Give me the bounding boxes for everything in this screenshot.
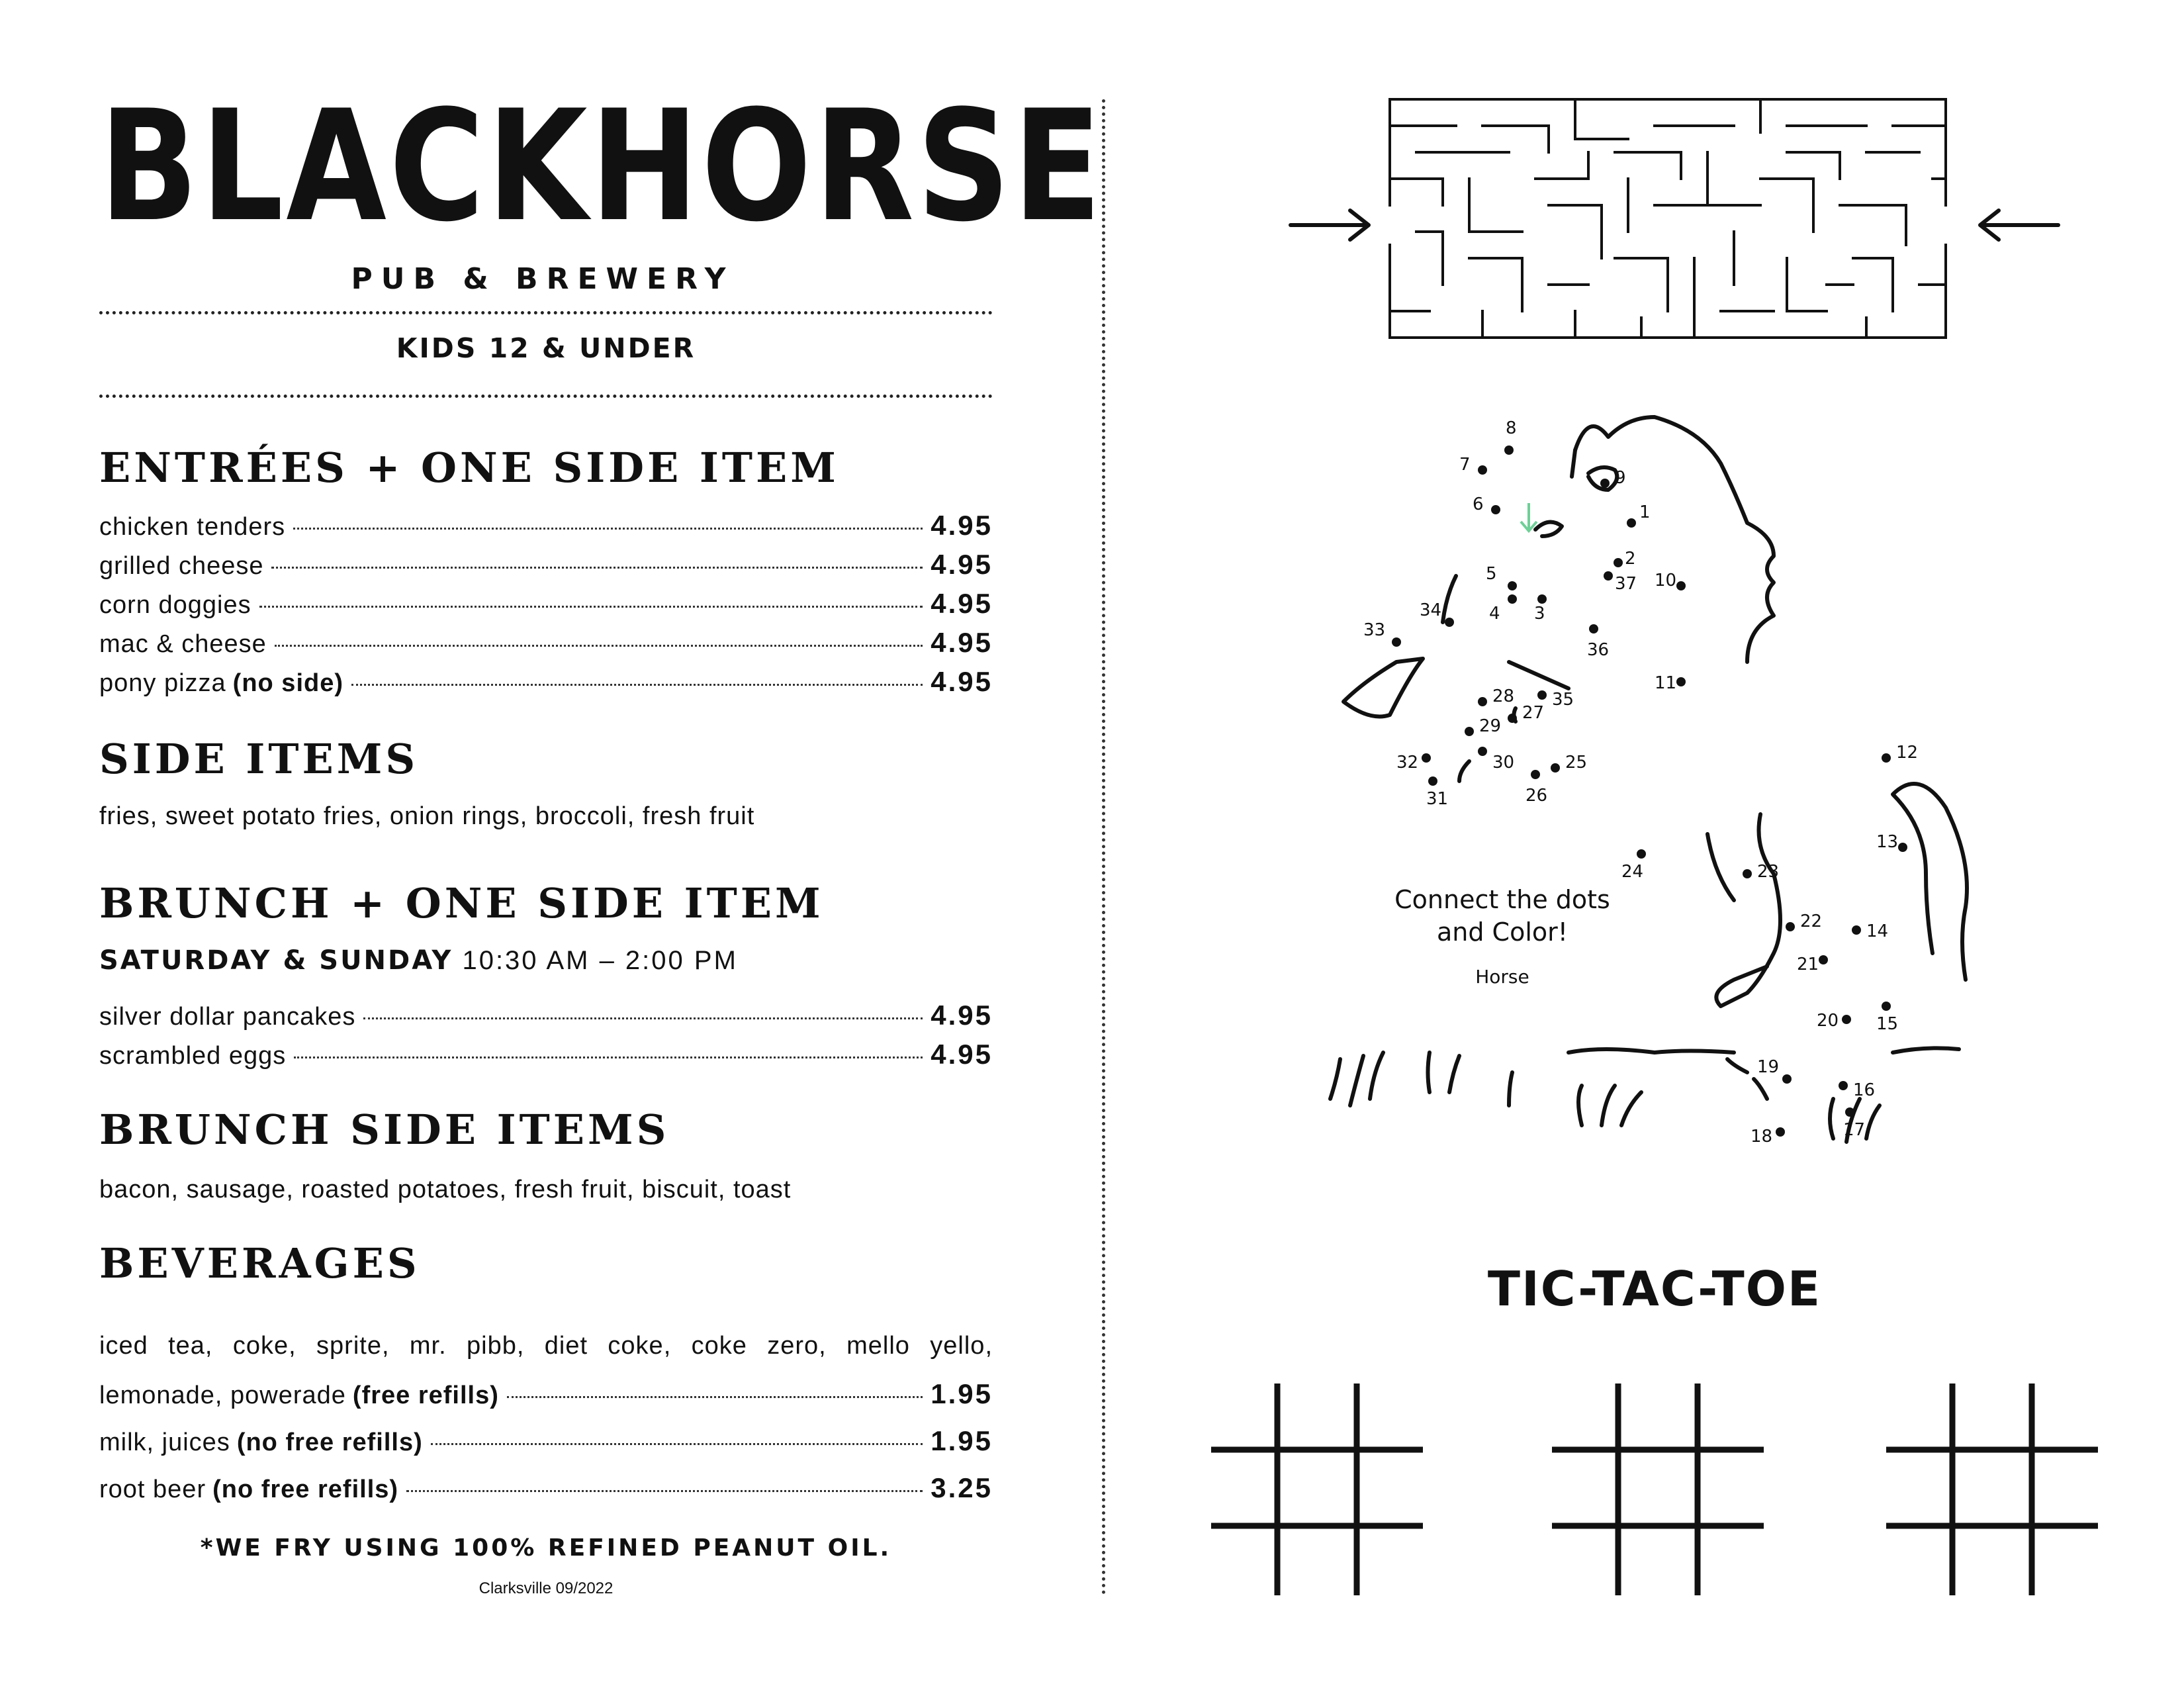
horse-dot[interactable] [1600, 479, 1610, 488]
menu-item-row [99, 666, 993, 704]
horse-dot[interactable] [1428, 776, 1437, 786]
horse-dot[interactable] [1491, 505, 1500, 514]
horse-dot-number: 11 [1655, 673, 1677, 693]
dot-leader [351, 684, 923, 686]
horse-dot[interactable] [1422, 753, 1431, 763]
sides-title: SIDE ITEMS [99, 735, 419, 783]
horse-dot-number: 9 [1615, 468, 1626, 488]
horse-dot-number: 24 [1621, 862, 1644, 882]
brunch-title: BRUNCH + ONE SIDE ITEM [99, 879, 824, 927]
horse-dot-number: 3 [1534, 604, 1545, 624]
menu-item-price: 1.95 [931, 1425, 993, 1456]
brunch-days: SATURDAY & SUNDAY [99, 945, 453, 976]
horse-dot[interactable] [1819, 955, 1828, 964]
brand-header [99, 77, 1105, 296]
horse-dot[interactable] [1551, 763, 1560, 773]
horse-dot[interactable] [1537, 594, 1547, 604]
menu-item-row [99, 549, 993, 587]
menu-item-price: 4.95 [931, 627, 993, 658]
horse-dot[interactable] [1676, 581, 1686, 590]
horse-outline-strokes [1330, 417, 1967, 1142]
dot-leader [294, 1056, 923, 1058]
menu-item-price: 1.95 [931, 1378, 993, 1409]
horse-dot[interactable] [1589, 624, 1598, 633]
maze-exit-arrow [1980, 211, 2058, 240]
horse-dot-number: 2 [1625, 549, 1636, 569]
menu-item-row [99, 510, 993, 548]
menu-item-note: (no side) [232, 669, 343, 697]
brand-name: BLACKHORSE [99, 77, 1105, 256]
dotted-divider-bottom [99, 395, 993, 398]
start-hint-arrow-icon [1521, 503, 1537, 531]
horse-dot[interactable] [1782, 1074, 1792, 1084]
menu-item-row [99, 627, 993, 665]
menu-item-row [99, 1000, 993, 1038]
horse-dot[interactable] [1842, 1015, 1851, 1024]
menu-item-row [99, 588, 993, 626]
horse-dot-number: 37 [1615, 574, 1637, 594]
dot-leader [406, 1490, 923, 1492]
horse-dot-number: 19 [1757, 1057, 1780, 1077]
horse-dot-number: 1 [1639, 502, 1651, 522]
horse-dot[interactable] [1839, 1081, 1848, 1090]
horse-dot-number: 16 [1853, 1080, 1876, 1100]
horse-dot[interactable] [1508, 714, 1517, 723]
brunch-hours [99, 945, 738, 976]
sides-list: fries, sweet potato fries, onion rings, broccoli, fresh fruit [99, 802, 755, 830]
brunch-time: 10:30 AM – 2:00 PM [462, 946, 738, 975]
horse-dot-number: 14 [1866, 921, 1889, 941]
menu-item-note: (no free refills) [236, 1429, 423, 1456]
horse-dot[interactable] [1537, 690, 1547, 700]
menu-item-name: corn doggies [99, 591, 251, 619]
horse-dot[interactable] [1478, 697, 1487, 706]
horse-dot[interactable] [1478, 747, 1487, 756]
horse-dot-number: 20 [1817, 1011, 1839, 1031]
horse-dot[interactable] [1604, 571, 1613, 581]
menu-item-price: 4.95 [931, 1039, 993, 1070]
menu-item-row [99, 1378, 993, 1417]
horse-dot[interactable] [1465, 727, 1474, 736]
horse-dot[interactable] [1786, 922, 1795, 931]
menu-item-name: grilled cheese [99, 552, 264, 580]
menu-item-note: (free refills) [352, 1382, 499, 1409]
horse-dot-number: 13 [1876, 832, 1899, 852]
horse-dot-number: 34 [1420, 600, 1442, 620]
horse-dot-number: 21 [1797, 955, 1819, 974]
dot-leader [259, 606, 923, 608]
horse-dot-number: 12 [1896, 743, 1919, 763]
horse-dot[interactable] [1614, 558, 1623, 567]
horse-dot[interactable] [1776, 1127, 1785, 1137]
menu-item-row [99, 1425, 993, 1464]
horse-dot-number: 32 [1396, 753, 1419, 773]
horse-dot-number: 6 [1473, 494, 1484, 514]
horse-dot[interactable] [1898, 843, 1907, 852]
menu-item-note: (no free refills) [212, 1476, 399, 1503]
horse-dot[interactable] [1882, 753, 1891, 763]
dot-leader [363, 1017, 923, 1019]
peanut-oil-footnote: *WE FRY USING 100% REFINED PEANUT OIL. [200, 1534, 892, 1562]
tictactoe-grid-3 [1886, 1383, 2098, 1595]
horse-dot-number: 15 [1876, 1014, 1899, 1034]
dot-leader [271, 567, 923, 569]
maze-entry-arrow [1291, 211, 1369, 240]
audience-label: KIDS 12 & UNDER [396, 332, 696, 364]
vertical-dotted-divider [1102, 99, 1105, 1595]
dot-leader [275, 645, 923, 647]
menu-item-name: silver dollar pancakes [99, 1003, 356, 1031]
brunch-sides-list: bacon, sausage, roasted potatoes, fresh fruit, biscuit, toast [99, 1176, 792, 1203]
tictactoe-grid-2 [1552, 1383, 1764, 1595]
horse-dot-number: 26 [1525, 786, 1548, 806]
location-date: Clarksville 09/2022 [478, 1579, 614, 1597]
menu-item-name: chicken tenders [99, 513, 286, 541]
horse-dot[interactable] [1508, 594, 1517, 604]
horse-dot[interactable] [1478, 465, 1487, 475]
beverages-title: BEVERAGES [99, 1239, 420, 1288]
horse-dot-number: 7 [1459, 455, 1471, 475]
horse-dot[interactable] [1531, 770, 1540, 779]
horse-dot[interactable] [1508, 581, 1517, 590]
horse-dot-number: 33 [1363, 620, 1386, 640]
horse-dot-number: 31 [1426, 789, 1449, 809]
horse-dot[interactable] [1637, 849, 1646, 859]
connect-dots-horse[interactable] [1310, 397, 2065, 1192]
beverages-list-line: iced tea, coke, sprite, mr. pibb, diet coke, coke zero, mello yello, [99, 1332, 993, 1360]
dot-leader [431, 1443, 923, 1445]
connect-dots-caption [1363, 884, 1641, 989]
brunch-sides-title: BRUNCH SIDE ITEMS [99, 1105, 670, 1154]
horse-dot-number: 4 [1489, 604, 1500, 624]
horse-dot-points [1363, 418, 1918, 1147]
horse-label: Horse [1475, 965, 1529, 988]
horse-dot[interactable] [1445, 618, 1454, 627]
tictactoe-grid-1 [1211, 1383, 1423, 1595]
menu-item-name: mac & cheese [99, 630, 267, 658]
horse-dot-number: 18 [1751, 1127, 1773, 1147]
menu-column [99, 77, 1105, 1597]
horse-dot-number: 28 [1492, 686, 1515, 706]
menu-item-price: 4.95 [931, 666, 993, 697]
menu-item-name: scrambled eggs [99, 1042, 287, 1070]
menu-item-row [99, 1039, 993, 1077]
horse-dot[interactable] [1852, 925, 1861, 935]
horse-dot[interactable] [1627, 518, 1636, 528]
menu-item-name: lemonade, powerade [99, 1382, 346, 1409]
menu-item-price: 4.95 [931, 510, 993, 541]
entrees-title: ENTRÉES + ONE SIDE ITEM [99, 444, 839, 492]
dotted-divider-top [99, 311, 993, 314]
brand-subtitle: PUB & BREWERY [351, 262, 735, 296]
caption-line-2: and Color! [1436, 917, 1568, 947]
horse-dot-number: 17 [1843, 1120, 1866, 1140]
tictactoe-title: TIC-TAC-TOE [1487, 1261, 1822, 1317]
horse-dot[interactable] [1845, 1107, 1854, 1117]
menu-item-name: pony pizza [99, 669, 226, 697]
caption-line-1: Connect the dots [1394, 885, 1610, 914]
horse-dot-number: 8 [1506, 418, 1517, 438]
horse-dot-number: 5 [1486, 564, 1497, 584]
horse-dot-number: 27 [1522, 703, 1545, 723]
horse-dot[interactable] [1504, 445, 1514, 455]
menu-item-price: 3.25 [931, 1472, 993, 1503]
horse-dot-number: 30 [1492, 753, 1515, 773]
menu-item-price: 4.95 [931, 1000, 993, 1031]
dot-leader [293, 528, 923, 530]
horse-dot[interactable] [1392, 637, 1401, 647]
menu-item-price: 4.95 [931, 588, 993, 619]
horse-dot-number: 23 [1757, 862, 1780, 882]
horse-dot-number: 35 [1552, 690, 1574, 710]
horse-dot-number: 25 [1565, 753, 1588, 773]
horse-dot-number: 36 [1587, 640, 1610, 660]
horse-dot-number: 10 [1655, 571, 1677, 590]
maze-puzzle[interactable] [1284, 93, 2065, 351]
horse-dot-number: 29 [1479, 716, 1502, 736]
tictactoe-grids[interactable] [1205, 1377, 2118, 1602]
menu-item-name: root beer [99, 1476, 206, 1503]
horse-dot[interactable] [1882, 1002, 1891, 1011]
menu-item-row [99, 1472, 993, 1511]
menu-item-price: 4.95 [931, 549, 993, 580]
maze-inner-walls [1390, 99, 1946, 338]
horse-dot[interactable] [1676, 677, 1686, 686]
menu-item-name: milk, juices [99, 1429, 230, 1456]
horse-dot[interactable] [1743, 869, 1752, 878]
horse-dot-number: 22 [1800, 912, 1823, 931]
dot-leader [507, 1396, 923, 1398]
